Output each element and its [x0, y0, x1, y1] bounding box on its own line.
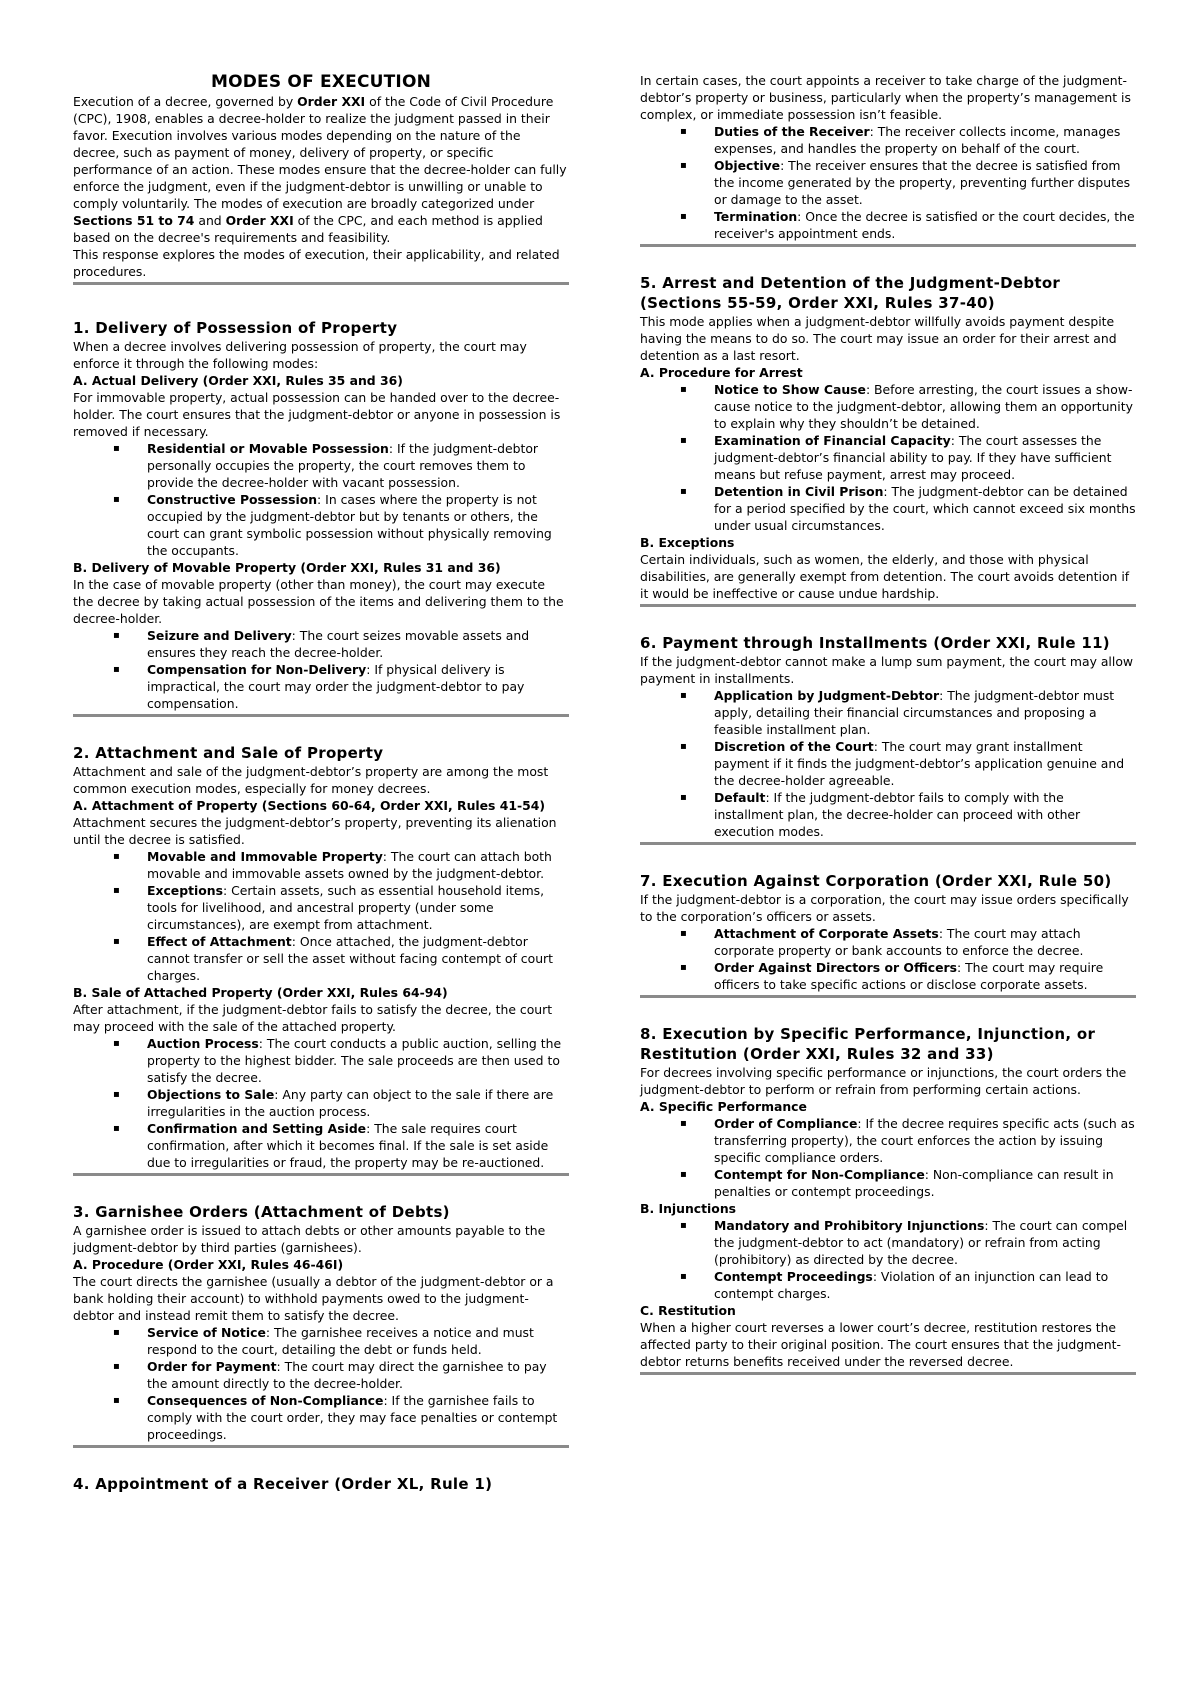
section-4-heading-block	[73, 1474, 569, 1494]
list-item: ▪ Objective: The receiver ensures that the decree is satisfied from the income generated by the property, preventing further disputes or damage to the asset.	[714, 157, 1136, 208]
bullet-list	[640, 381, 1136, 534]
list-item: ▪ Contempt Proceedings: Violation of an injunction can lead to contempt charges.	[714, 1268, 1136, 1302]
section-heading: 3. Garnishee Orders (Attachment of Debts)	[73, 1203, 450, 1221]
bullet-list	[640, 687, 1136, 840]
bullet-list	[73, 848, 569, 984]
list-item: ▪ Exceptions: Certain assets, such as essential household items, tools for livelihood, and ancestral property (under some circumstances), are exempt from attachment.	[147, 882, 569, 933]
list-item: ▪ Order for Payment: The court may direct the garnishee to pay the amount directly to the decree-holder.	[147, 1358, 569, 1392]
list-item: ▪ Application by Judgment-Debtor: The judgment-debtor must apply, detailing their financial circumstances and proposing a feasible installment plan.	[714, 687, 1136, 738]
section-heading: 8. Execution by Specific Performance, Injunction, or Restitution (Order XXI, Rules 32 and 33)	[640, 1025, 1096, 1063]
list-item: ▪ Constructive Possession: In cases where the property is not occupied by the judgment-debtor but by tenants or others, the court can grant symbolic possession without physically removing the occupants.	[147, 491, 569, 559]
list-item: ▪ Order of Compliance: If the decree requires specific acts (such as transferring property), the court enforces the action by issuing specific compliance orders.	[714, 1115, 1136, 1166]
section-heading: 5. Arrest and Detention of the Judgment-Debtor (Sections 55-59, Order XXI, Rules 37-40)	[640, 274, 1061, 312]
list-item: ▪ Effect of Attachment: Once attached, the judgment-debtor cannot transfer or sell the asset without facing contempt of court charges.	[147, 933, 569, 984]
intro-paragraph-2: This response explores the modes of execution, their applicability, and related procedures.	[73, 247, 560, 279]
section-2: 2. Attachment and Sale of Property Attachment and sale of the judgment-debtor’s property are among the most common execution modes, especially for money decrees. A. Attachment of Property (Sections 60-64, Order XXI, Rules 41-54) Attachment secures the judgment-debtor’s property, preventing its alienation until the decree is satisfied. ▪ Movable and Immovable Property: The court can attach both movable and immovable assets owned by the judgment-debtor. ▪ Exceptions: Certain assets, such as essential household items, tools for livelihood, and ancestral property (under some circumstances), are exempt from attachment. ▪ Effect of Attachment: Once attached, the judgment-debtor cannot transfer or sell the asset without facing contempt of court charges. B. Sale of Attached Property (Order XXI, Rules 64-94) After attachment, if the judgment-debtor fails to satisfy the decree, the court may proceed with the sale of the attached property. ▪ Auction Process: The court conducts a public auction, selling the property to the highest bidder. The sale proceeds are then used to satisfy the decree. ▪ Objections to Sale: Any party can object to the sale if there are irregularities in the auction process. ▪ Confirmation and Setting Aside: The sale requires court confirmation, after which it becomes final. If the sale is set aside due to irregularities or fraud, the property may be re-auctioned.	[73, 743, 569, 1176]
left-column	[73, 72, 569, 1494]
section-heading: 6. Payment through Installments (Order XXI, Rule 11)	[640, 634, 1110, 652]
list-item: ▪ Notice to Show Cause: Before arresting, the court issues a show-cause notice to the judgment-debtor, allowing them an opportunity to explain why they shouldn’t be detained.	[714, 381, 1136, 432]
list-item: ▪ Consequences of Non-Compliance: If the garnishee fails to comply with the court order, they may face penalties or contempt proceedings.	[147, 1392, 569, 1443]
list-item: ▪ Attachment of Corporate Assets: The court may attach corporate property or bank accounts to enforce the decree.	[714, 925, 1136, 959]
section-heading: 1. Delivery of Possession of Property	[73, 319, 398, 337]
list-item: ▪ Seizure and Delivery: The court seizes movable assets and ensures they reach the decree-holder.	[147, 627, 569, 661]
section-8: 8. Execution by Specific Performance, Injunction, or Restitution (Order XXI, Rules 32 and 33) For decrees involving specific performance or injunctions, the court orders the judgment-debtor to perform or refrain from performing certain actions. A. Specific Performance ▪ Order of Compliance: If the decree requires specific acts (such as transferring property), the court enforces the action by issuing specific compliance orders. ▪ Contempt for Non-Compliance: Non-compliance can result in penalties or contempt proceedings. B. Injunctions ▪ Mandatory and Prohibitory Injunctions: The court can compel the judgment-debtor to act (mandatory) or refrain from acting (prohibitory) as directed by the decree. ▪ Contempt Proceedings: Violation of an injunction can lead to contempt charges. C. Restitution When a higher court reverses a lower court’s decree, restitution restores the affected party to their original position. The court ensures that the judgment-debtor returns benefits received under the reversed decree.	[640, 1024, 1136, 1375]
section-1: 1. Delivery of Possession of Property When a decree involves delivering possession of property, the court may enforce it through the following modes: A. Actual Delivery (Order XXI, Rules 35 and 36) For immovable property, actual possession can be handed over to the decree-holder. The court ensures that the judgment-debtor or anyone in possession is removed if necessary. ▪ Residential or Movable Possession: If the judgment-debtor personally occupies the property, the court removes them to provide the decree-holder with vacant possession. ▪ Constructive Possession: In cases where the property is not occupied by the judgment-debtor but by tenants or others, the court can grant symbolic possession without physically removing the occupants. B. Delivery of Movable Property (Order XXI, Rules 31 and 36) In the case of movable property (other than money), the court may execute the decree by taking actual possession of the items and delivering them to the decree-holder. ▪ Seizure and Delivery: The court seizes movable assets and ensures they reach the decree-holder. ▪ Compensation for Non-Delivery: If physical delivery is impractical, the court may order the judgment-debtor to pay compensation.	[73, 318, 569, 717]
bullet-list	[640, 1115, 1136, 1200]
page-title: MODES OF EXECUTION	[210, 72, 432, 92]
bullet-list	[73, 1035, 569, 1171]
list-item: ▪ Discretion of the Court: The court may grant installment payment if it finds the judgment-debtor’s application genuine and the decree-holder agreeable.	[714, 738, 1136, 789]
section-heading: 4. Appointment of a Receiver (Order XL, Rule 1)	[73, 1475, 493, 1493]
list-item: ▪ Residential or Movable Possession: If the judgment-debtor personally occupies the property, the court removes them to provide the decree-holder with vacant possession.	[147, 440, 569, 491]
bullet-list	[73, 627, 569, 712]
list-item: ▪ Mandatory and Prohibitory Injunctions: The court can compel the judgment-debtor to act (mandatory) or refrain from acting (prohibitory) as directed by the decree.	[714, 1217, 1136, 1268]
section-heading: 2. Attachment and Sale of Property	[73, 744, 384, 762]
list-item: ▪ Duties of the Receiver: The receiver collects income, manages expenses, and handles the property on behalf of the court.	[714, 123, 1136, 157]
list-item: ▪ Default: If the judgment-debtor fails to comply with the installment plan, the decree-holder can proceed with other execution modes.	[714, 789, 1136, 840]
list-item: ▪ Confirmation and Setting Aside: The sale requires court confirmation, after which it becomes final. If the sale is set aside due to irregularities or fraud, the property may be re-auctioned.	[147, 1120, 569, 1171]
section-4: In certain cases, the court appoints a receiver to take charge of the judgment-debtor’s property or business, particularly when the property’s management is complex, or immediate possession isn’t feasible. ▪ Duties of the Receiver: The receiver collects income, manages expenses, and handles the property on behalf of the court. ▪ Objective: The receiver ensures that the decree is satisfied from the income generated by the property, preventing further disputes or damage to the asset. ▪ Termination: Once the decree is satisfied or the court decides, the receiver's appointment ends.	[640, 72, 1136, 247]
list-item: ▪ Detention in Civil Prison: The judgment-debtor can be detained for a period specified by the court, which cannot exceed six months under usual circumstances.	[714, 483, 1136, 534]
bullet-list	[73, 440, 569, 559]
right-column	[640, 72, 1136, 1375]
list-item: ▪ Examination of Financial Capacity: The court assesses the judgment-debtor’s financial ability to pay. If they have sufficient means but refuse payment, arrest may proceed.	[714, 432, 1136, 483]
section-3: 3. Garnishee Orders (Attachment of Debts) A garnishee order is issued to attach debts or other amounts payable to the judgment-debtor by third parties (garnishees). A. Procedure (Order XXI, Rules 46-46I) The court directs the garnishee (usually a debtor of the judgment-debtor or a bank holding their account) to withhold payments owed to the judgment-debtor and instead remit them to satisfy the decree. ▪ Service of Notice: The garnishee receives a notice and must respond to the court, detailing the debt or funds held. ▪ Order for Payment: The court may direct the garnishee to pay the amount directly to the decree-holder. ▪ Consequences of Non-Compliance: If the garnishee fails to comply with the court order, they may face penalties or contempt proceedings.	[73, 1202, 569, 1448]
list-item: ▪ Objections to Sale: Any party can object to the sale if there are irregularities in the auction process.	[147, 1086, 569, 1120]
list-item: ▪ Order Against Directors or Officers: The court may require officers to take specific actions or disclose corporate assets.	[714, 959, 1136, 993]
list-item: ▪ Termination: Once the decree is satisfied or the court decides, the receiver's appointment ends.	[714, 208, 1136, 242]
bullet-list	[640, 925, 1136, 993]
section-5: 5. Arrest and Detention of the Judgment-Debtor (Sections 55-59, Order XXI, Rules 37-40) This mode applies when a judgment-debtor willfully avoids payment despite having the means to do so. The court may issue an order for their arrest and detention as a last resort. A. Procedure for Arrest ▪ Notice to Show Cause: Before arresting, the court issues a show-cause notice to the judgment-debtor, allowing them an opportunity to explain why they shouldn’t be detained. ▪ Examination of Financial Capacity: The court assesses the judgment-debtor’s financial ability to pay. If they have sufficient means but refuse payment, arrest may proceed. ▪ Detention in Civil Prison: The judgment-debtor can be detained for a period specified by the court, which cannot exceed six months under usual circumstances. B. Exceptions Certain individuals, such as women, the elderly, and those with physical disabilities, are generally exempt from detention. The court avoids detention if it would be ineffective or cause undue hardship.	[640, 273, 1136, 607]
bullet-list	[73, 1324, 569, 1443]
list-item: ▪ Compensation for Non-Delivery: If physical delivery is impractical, the court may order the judgment-debtor to pay compensation.	[147, 661, 569, 712]
intro-paragraph: Execution of a decree, governed by Order XXI of the Code of Civil Procedure (CPC), 1908, enables a decree-holder to realize the judgment passed in their favor. Execution involves various modes depending on the nature of the decree, such as payment of money, delivery of property, or specific performance of an action. These modes ensure that the decree-holder can fully enforce the judgment, even if the judgment-debtor is unwilling or unable to comply voluntarily. The modes of execution are broadly categorized under Sections 51 to 74 and Order XXI of the CPC, and each method is applied based on the decree's requirements and feasibility.	[73, 94, 567, 245]
section-heading: 7. Execution Against Corporation (Order XXI, Rule 50)	[640, 872, 1112, 890]
bullet-list	[640, 123, 1136, 242]
section-7: 7. Execution Against Corporation (Order XXI, Rule 50) If the judgment-debtor is a corporation, the court may issue orders specifically to the corporation’s officers or assets. ▪ Attachment of Corporate Assets: The court may attach corporate property or bank accounts to enforce the decree. ▪ Order Against Directors or Officers: The court may require officers to take specific actions or disclose corporate assets.	[640, 871, 1136, 998]
section-6: 6. Payment through Installments (Order XXI, Rule 11) If the judgment-debtor cannot make a lump sum payment, the court may allow payment in installments. ▪ Application by Judgment-Debtor: The judgment-debtor must apply, detailing their financial circumstances and proposing a feasible installment plan. ▪ Discretion of the Court: The court may grant installment payment if it finds the judgment-debtor’s application genuine and the decree-holder agreeable. ▪ Default: If the judgment-debtor fails to comply with the installment plan, the decree-holder can proceed with other execution modes.	[640, 633, 1136, 845]
list-item: ▪ Movable and Immovable Property: The court can attach both movable and immovable assets owned by the judgment-debtor.	[147, 848, 569, 882]
section-divider	[640, 1372, 1136, 1375]
list-item: ▪ Contempt for Non-Compliance: Non-compliance can result in penalties or contempt proceedings.	[714, 1166, 1136, 1200]
list-item: ▪ Service of Notice: The garnishee receives a notice and must respond to the court, detailing the debt or funds held.	[147, 1324, 569, 1358]
list-item: ▪ Auction Process: The court conducts a public auction, selling the property to the highest bidder. The sale proceeds are then used to satisfy the decree.	[147, 1035, 569, 1086]
bullet-list	[640, 1217, 1136, 1302]
